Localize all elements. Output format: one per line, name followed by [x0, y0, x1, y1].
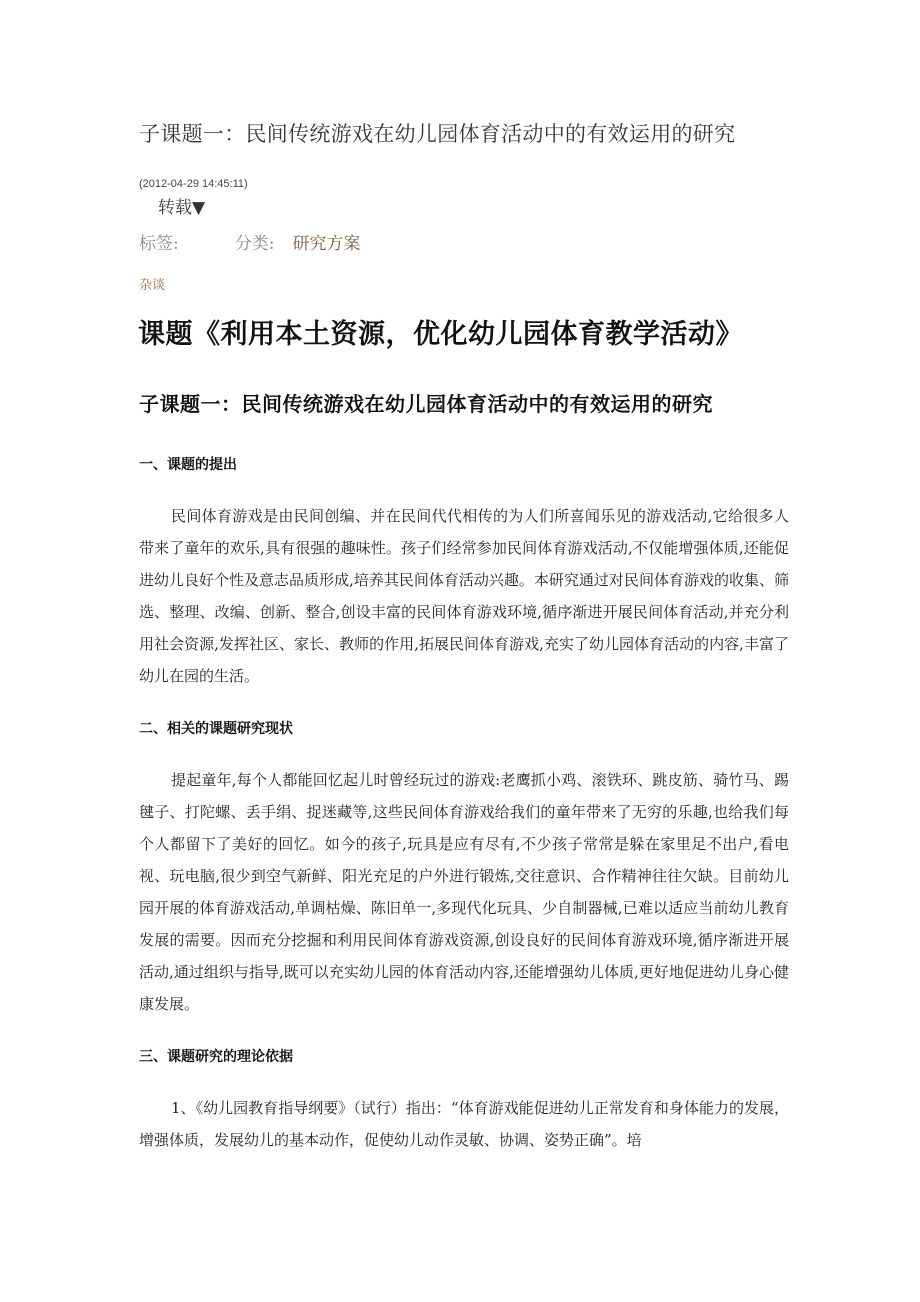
section-paragraph-3: 1、《幼儿园教育指导纲要》（试行）指出：“体育游戏能促进幼儿正常发育和身体能力的发展，增强体质，发展幼儿的基本动作，促使幼儿动作灵敏、协调、姿势正确”。培 — [139, 1099, 789, 1149]
section-heading-1: 一、课题的提出 — [139, 457, 237, 473]
post-timestamp: (2012-04-29 14:45:11) — [139, 178, 248, 190]
category-label: 分类: — [234, 234, 275, 254]
category-link[interactable]: 研究方案 — [292, 234, 361, 254]
section-heading-2: 二、相关的课题研究现状 — [139, 721, 293, 737]
post-meta-row — [139, 229, 360, 254]
section-paragraph-1: 民间体育游戏是由民间创编、并在民间代代相传的为人们所喜闻乐见的游戏活动,它给很多人带来了童年的欢乐,具有很强的趣味性。孩子们经常参加民间体育游戏活动,不仅能增强体质,还能促进幼儿良好个性及意志品质形成,培养其民间体育活动兴趣。本研究通过对民间体育游戏的收集、筛选、整理、改编、创新、整合,创设丰富的民间体育游戏环境,循序渐进开展民间体育活动,并充分利用社会资源,发挥社区、家长、教师的作用,拓展民间体育游戏,充实了幼儿园体育活动的内容,丰富了幼儿在园的生活。 — [139, 507, 789, 685]
tags-label: 标签: — [139, 234, 179, 254]
document-subtitle: 子课题一：民间传统游戏在幼儿园体育活动中的有效运用的研究 — [139, 392, 713, 416]
section-paragraph-2: 提起童年,每个人都能回忆起儿时曾经玩过的游戏:老鹰抓小鸡、滚铁环、跳皮筋、骑竹马、踢毽子、打陀螺、丢手绢、捉迷藏等,这些民间体育游戏给我们的童年带来了无穷的乐趣,也给我们每个人都留下了美好的回忆。如今的孩子,玩具是应有尽有,不少孩子常常是躲在家里足不出户,看电视、玩电脑,很少到空气新鲜、阳光充足的户外进行锻炼,交往意识、合作精神往往欠缺。目前幼儿园开展的体育游戏活动,单调枯燥、陈旧单一,多现代化玩具、少自制器械,已难以适应当前幼儿教育发展的需要。因而充分挖掘和利用民间体育游戏资源,创设良好的民间体育游戏环境,循序渐进开展活动,通过组织与指导,既可以充实幼儿园的体育活动内容,还能增强幼儿体质,更好地促进幼儿身心健康发展。 — [139, 771, 789, 1013]
document-title: 课题《利用本土资源，优化幼儿园体育教学活动》 — [138, 319, 743, 350]
post-title: 子课题一：民间传统游戏在幼儿园体育活动中的有效运用的研究 — [139, 122, 736, 146]
repost-toggle[interactable]: 转载▼ — [158, 198, 206, 218]
section-heading-3: 三、课题研究的理论依据 — [139, 1049, 293, 1065]
tag-link-zatan[interactable]: 杂谈 — [139, 278, 166, 293]
